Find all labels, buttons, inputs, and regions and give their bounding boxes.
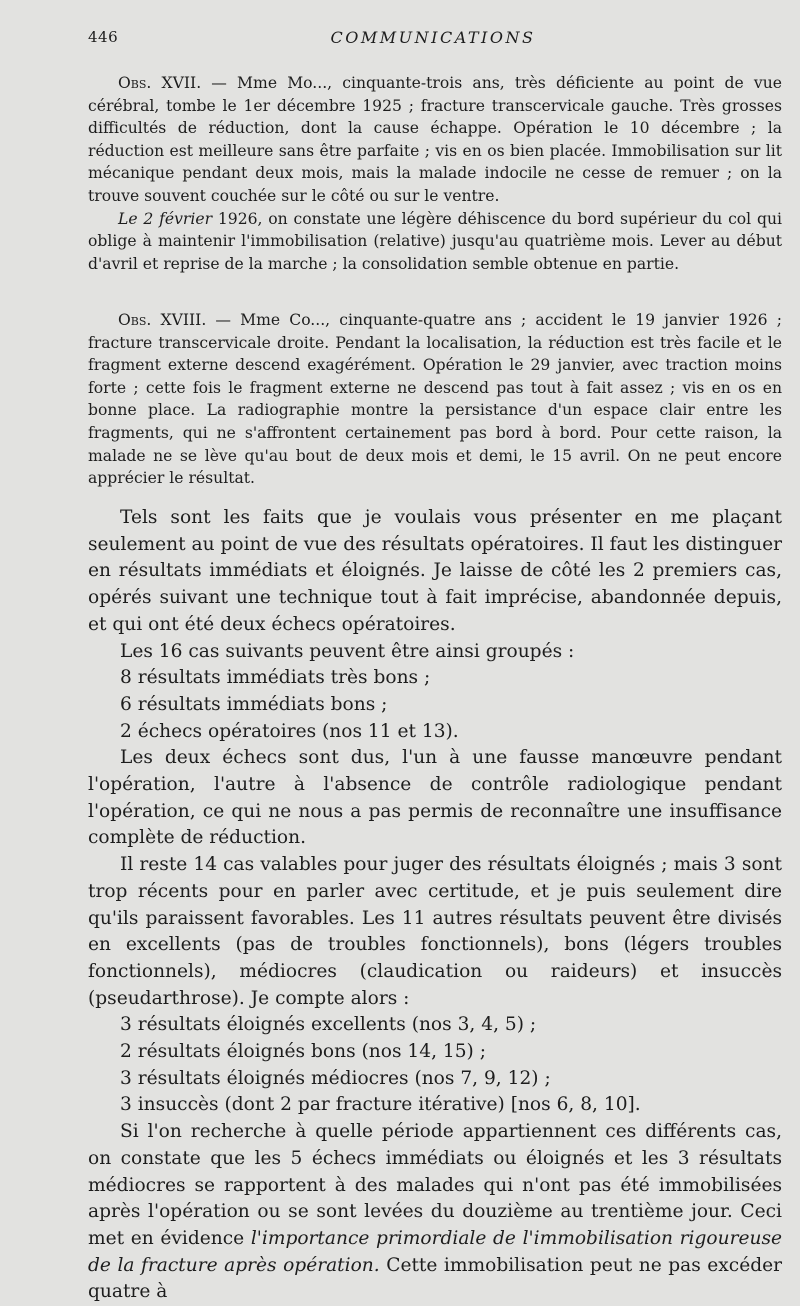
result-item: 3 insuccès (dont 2 par fracture itérative) [nos 6, 8, 10]. [120, 1094, 641, 1116]
paragraph-remaining-cases: Il reste 14 cas valables pour juger des résultats éloignés ; mais 3 sont trop récents pour en parler avec certitude, et je puis seulement dire qu'ils paraissent favorables. Les 11 autres résultats peuvent être divisés en excellents (pas de troubles fonctionnels), bons (légers troubles fonctionnels), médiocres (claudication ou raideurs) et insuccès (pseudarthrose). Je compte alors : [88, 854, 782, 1009]
group-item: 2 échecs opératoires (nos 11 et 13). [120, 720, 459, 742]
observation-17-paragraph-2 [88, 208, 782, 276]
result-item: 3 résultats éloignés médiocres (nos 7, 9, 12) ; [120, 1067, 551, 1089]
conclusion-text: Si l'on recherche à quelle période appartiennent ces différents cas, on constate que les 5 échecs immédiats ou éloignés et les 3 résultats médiocres se rapportent à des malades qui n'ont pas été immobilisées après l'opération ou se sont levées du douzième au trentième jour. Ceci met en évidence [88, 1121, 782, 1249]
page-number: 446 [88, 28, 119, 46]
running-title: COMMUNICATIONS [330, 28, 536, 47]
conclusion-emphasis: l'importance primordiale de l'immobilisation rigoureuse de la fracture après opération. [88, 1227, 782, 1276]
observation-17 [88, 72, 782, 275]
conclusion-end: Cette immobilisation peut ne pas excéder quatre à [88, 1254, 782, 1303]
observation-17-label: Obs. XVII. [118, 74, 202, 92]
paragraph-intro: Tels sont les faits que je voulais vous présenter en me plaçant seulement au point de vue des résultats opératoires. Il faut les distinguer en résultats immédiats et éloignés. Je laisse de côté les 2 premiers cas, opérés suivant une technique tout à fait imprécise, abandonnée depuis, et qui ont été deux échecs opératoires. [88, 507, 782, 635]
paragraph-failures: Les deux échecs sont dus, l'un à une fausse manœuvre pendant l'opération, l'autre à l'absence de contrôle radiologique pendant l'opération, ce qui ne nous a pas permis de reconnaître une insuffisance complète de réduction. [88, 747, 782, 849]
main-text [88, 505, 782, 1306]
result-item: 3 résultats éloignés excellents (nos 3, 4, 5) ; [120, 1014, 537, 1036]
paragraph-conclusion [88, 1119, 782, 1306]
observation-18-text: — Mme Co..., cinquante-quatre ans ; accident le 19 janvier 1926 ; fracture transcervicale droite. Pendant la localisation, la réduction est très facile et le fragment externe descend exagérément. Opération le 29 janvier, avec traction moins forte ; cette fois le fragment externe ne descend pas tout à fait assez ; vis en os en bonne place. La radiographie montre la persistance d'un espace clair entre les fragments, qui ne s'affrontent certainement pas bord à bord. Pour cette raison, la malade ne se lève qu'au bout de deux mois et demi, le 15 avril. On ne peut encore apprécier le résultat. [88, 311, 782, 488]
observation-18-label: Obs. XVIII. [118, 311, 207, 329]
observation-18-paragraph [88, 309, 782, 490]
observation-17-date: Le 2 février [118, 209, 213, 228]
page-header [88, 28, 778, 52]
observation-17-text: — Mme Mo..., cinquante-trois ans, très déficiente au point de vue cérébral, tombe le 1er décembre 1925 ; fracture transcervicale gauche. Très grosses difficultés de réduction, dont la cause échappe. Opération le 10 décembre ; la réduction est meilleure sans être parfaite ; vis en os bien placée. Immobilisation sur lit mécanique pendant deux mois, mais la malade indocile ne cesse de remuer ; on la trouve souvent couchée sur le côté ou sur le ventre. [88, 74, 782, 205]
observation-17-paragraph-1 [88, 72, 782, 208]
group-item: 8 résultats immédiats très bons ; [120, 667, 431, 689]
group-item: 6 résultats immédiats bons ; [120, 693, 388, 715]
observation-18 [88, 309, 782, 490]
observation-17-followup: 1926, on constate une légère déhiscence du bord supérieur du col qui oblige à maintenir l'immobilisation (relative) jusqu'au quatrième mois. Lever au début d'avril et reprise de la marche ; la consolidation semble obtenue en partie. [88, 209, 782, 273]
result-item: 2 résultats éloignés bons (nos 14, 15) ; [120, 1041, 486, 1063]
groups-intro: Les 16 cas suivants peuvent être ainsi groupés : [120, 640, 575, 662]
